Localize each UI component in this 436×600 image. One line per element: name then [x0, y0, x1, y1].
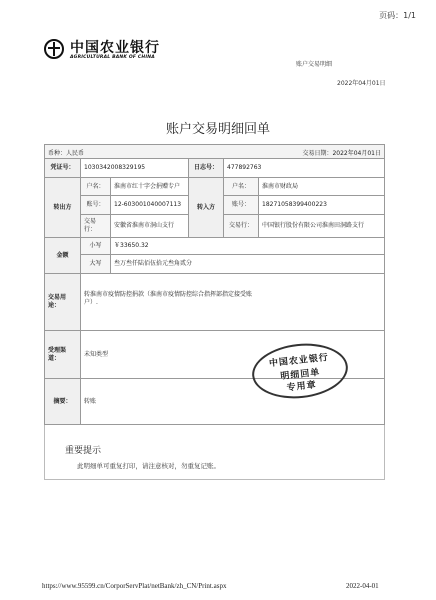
purpose-value: 转淮南市疫情防控捐款（淮南市疫情防控综合指挥部指定接受账户）.: [81, 274, 384, 331]
voucher-label: 凭证号：: [45, 159, 81, 178]
payee-section: 转入方: [189, 178, 224, 238]
payer-name-label: 户名：: [81, 178, 111, 196]
amount-section: 金额: [45, 238, 81, 274]
payee-bank: 中国银行股份有限公司淮南田洞路支行: [259, 215, 384, 238]
seal-line-1: 中国农业银行: [268, 352, 330, 370]
header-date: 2022年04月01日: [337, 80, 386, 87]
amount-lower-label: 小写: [81, 238, 111, 255]
payee-name-label: 户名：: [224, 178, 259, 196]
bank-logo: [44, 37, 174, 71]
info-bar: [44, 144, 385, 158]
page-title: 账户交易明细回单: [165, 122, 270, 137]
abc-emblem-icon: [44, 39, 64, 59]
bank-name-en: AGRICULTURAL BANK OF CHINA: [70, 55, 155, 60]
amount-lower: ￥33650.32: [111, 238, 384, 255]
summary-label: 摘要：: [45, 379, 81, 424]
seal-line-2: 明细回单: [279, 367, 321, 383]
purpose-label: 交易用途：: [45, 274, 81, 331]
amount-upper-label: 大写: [81, 255, 111, 274]
journal-value: 477892763: [224, 159, 384, 178]
channel-label: 受理渠道：: [45, 331, 81, 379]
currency: 币种：人民币: [48, 150, 85, 157]
footer-url: https://www.95599.cn/CorporServPlat/netBank/zh_CN/Print.aspx: [42, 582, 227, 590]
payer-account-label: 账号：: [81, 196, 111, 215]
payer-bank-label: 交易行：: [81, 215, 111, 238]
voucher-value: 1030342008329195: [81, 159, 189, 178]
payee-account: 18271058399400223: [259, 196, 384, 215]
payer-account: 12-603001040007113: [111, 196, 189, 215]
payer-bank: 安徽省淮南市洞山支行: [111, 215, 189, 238]
amount-upper: 叁万叁仟陆佰伍拾元叁角贰分: [111, 255, 384, 274]
notice-text: 此明细单可重复打印，请注意核对，勿重复记账。: [77, 462, 220, 470]
summary-value: 转账: [84, 397, 97, 405]
bank-name: 中国农业银行: [70, 40, 160, 56]
doc-type: 账户交易明细: [296, 61, 333, 68]
payee-name: 淮南市财政局: [259, 178, 384, 196]
payer-name: 淮南市红十字会捐赠专户: [111, 178, 189, 196]
channel-value: 未知类型: [81, 331, 384, 379]
payer-section: 转出方: [45, 178, 81, 238]
trade-date: 交易日期：2022年04月01日: [302, 150, 381, 157]
notice-title: 重要提示: [65, 446, 102, 456]
payee-bank-label: 交易行：: [224, 215, 259, 238]
journal-label: 日志号：: [189, 159, 224, 178]
payee-account-label: 账号：: [224, 196, 259, 215]
page-number: 页码：1/1: [379, 11, 416, 20]
seal-line-3: 专用章: [286, 380, 318, 394]
footer-date: 2022-04-01: [346, 582, 379, 590]
notice-box: [44, 425, 385, 480]
